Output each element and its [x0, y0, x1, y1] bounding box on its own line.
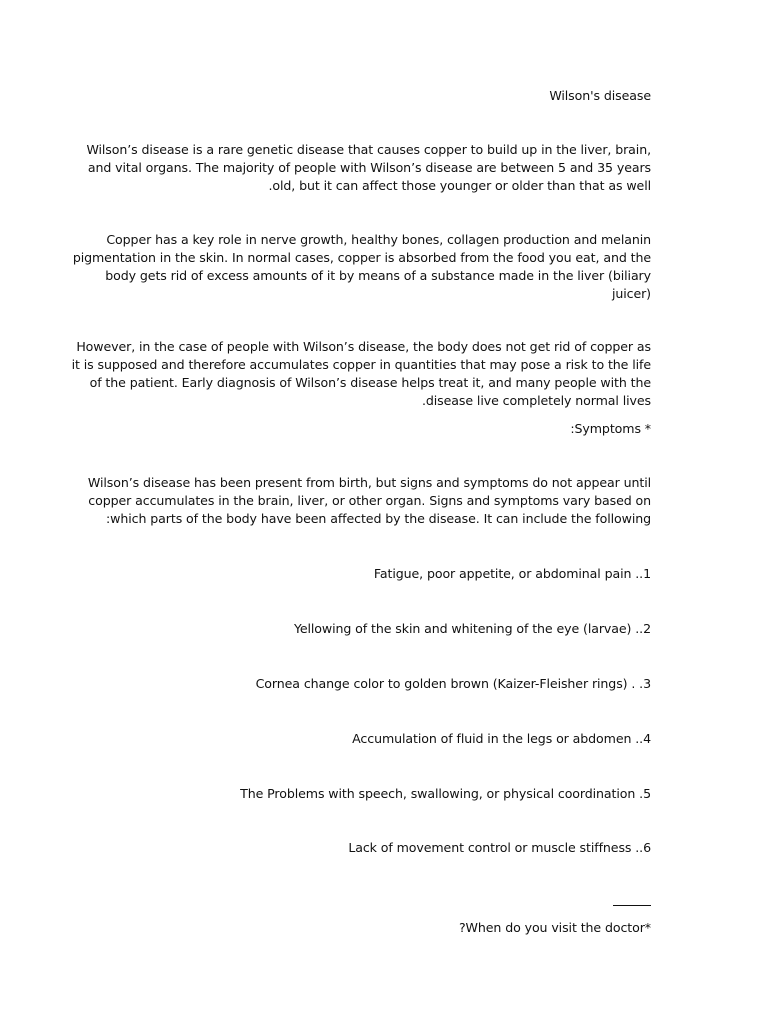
copper-line-2: pigmentation in the skin. In normal cases, copper is absorbed from the food you eat, and the: [72, 250, 651, 265]
symptoms-heading: :Symptoms *: [570, 421, 651, 436]
copper-line-1: Copper has a key role in nerve growth, healthy bones, collagen production and melanin: [106, 232, 651, 247]
however-line-4: .disease live completely normal lives: [421, 393, 651, 408]
symptom-item-6: Lack of movement control or muscle stiffness ..6: [348, 840, 651, 855]
intro-line-1: Wilson’s disease is a rare genetic disease that causes copper to build up in the liver, brain,: [86, 142, 651, 157]
symptoms-intro-line-2: copper accumulates in the brain, liver, or other organ. Signs and symptoms vary based on: [88, 493, 651, 508]
symptom-item-1: Fatigue, poor appetite, or abdominal pain ..1: [373, 566, 651, 581]
symptoms-intro-line-3: :which parts of the body have been affected by the disease. It can include the following: [106, 511, 651, 526]
document-title: Wilson's disease: [549, 88, 651, 103]
symptoms-intro-line-1: Wilson’s disease has been present from birth, but signs and symptoms do not appear until: [87, 475, 651, 490]
copper-line-4: juicer): [611, 286, 651, 301]
intro-line-3: .old, but it can affect those younger or older than that as well: [268, 178, 651, 193]
copper-line-3: body gets rid of excess amounts of it by means of a substance made in the liver (biliary: [105, 268, 651, 283]
intro-line-2: and vital organs. The majority of people with Wilson’s disease are between 5 and 35 years: [87, 160, 651, 175]
symptom-item-5: The Problems with speech, swallowing, or physical coordination .5: [240, 786, 651, 801]
however-line-1: However, in the case of people with Wilson’s disease, the body does not get rid of copper as: [76, 339, 651, 354]
symptom-item-4: Accumulation of fluid in the legs or abdomen ..4: [352, 731, 651, 746]
section-divider: [613, 905, 651, 906]
however-line-3: of the patient. Early diagnosis of Wilson’s disease helps treat it, and many people with the: [89, 375, 651, 390]
doctor-heading: ?When do you visit the doctor*: [458, 920, 651, 935]
however-line-2: it is supposed and therefore accumulates copper in quantities that may pose a risk to the life: [71, 357, 651, 372]
symptom-item-2: Yellowing of the skin and whitening of the eye (larvae) ..2: [293, 621, 651, 636]
symptom-item-3: Cornea change color to golden brown (Kaizer-Fleisher rings) . .3: [255, 676, 651, 691]
